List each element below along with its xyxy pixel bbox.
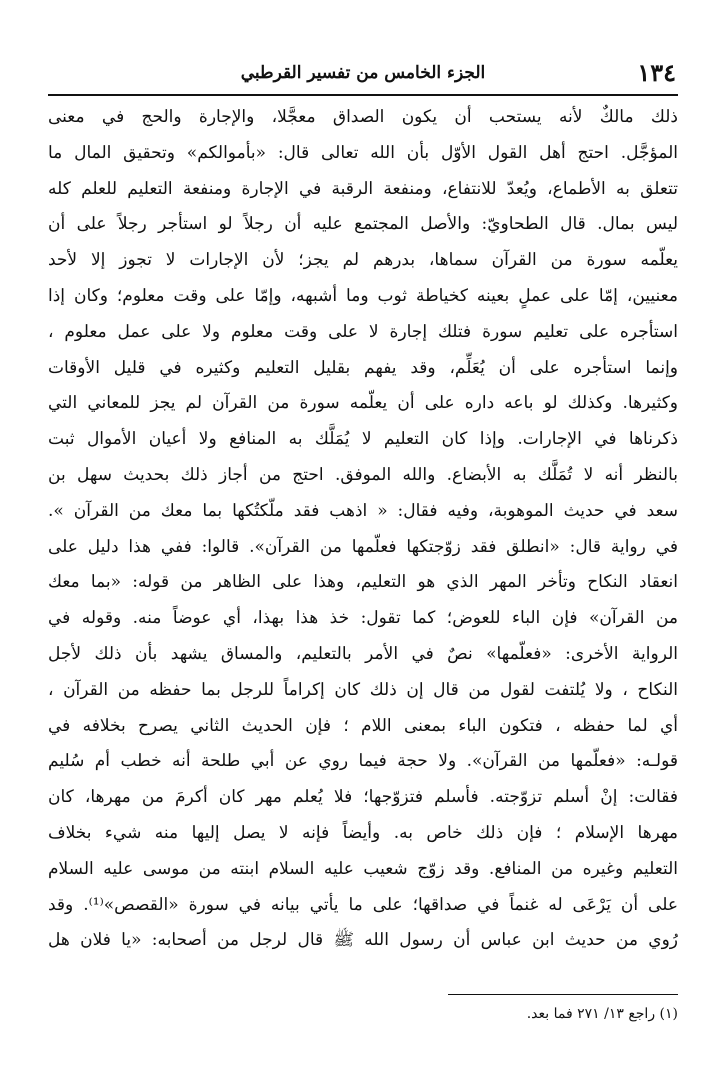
- page-header: [50, 56, 676, 90]
- text-line: في رواية قال: «انطلق فقد زوّجتكها فعلّمها من القرآن». قالوا: ففي هذا دليل على: [48, 536, 678, 557]
- text-line: سعد في حديث الموهوبة، وفيه فقال: « اذهب فقد ملّكتُكها بما معك من القرآن ».: [48, 500, 678, 521]
- text-line: ذكرناها في الإجارات. وإذا كان التعليم لا يُمَلَّك به المنافع ولا أعيان الأموال ثبت: [48, 429, 678, 450]
- text-line: وكثيرها. وكذلك لو باعه داره على أن يعلّمه سورة من القرآن لم يجز للمعاني التي: [48, 393, 678, 414]
- text-line: النكاح ، ولا يُلتفت لقول من قال إن ذلك كان إكراماً للرجل بما حفظه من القرآن ،: [48, 679, 678, 700]
- text-line: تتعلق به الأطماع، ويُعدّ للانتفاع، ومنفعة الرقبة في الإجارة ومنفعة التعليم للعلم كله: [48, 178, 678, 199]
- text-line: التعليم وغيره من المنافع. وقد زوّج شعيب عليه السلام ابنته من موسى عليه السلام: [48, 858, 678, 879]
- text-line: وإنما استأجره على أن يُعَلِّم، وقد يفهم بقليل التعليم وكثيره في قليل الأوقات: [48, 357, 678, 378]
- page-number: ١٣٤: [637, 58, 676, 87]
- text-line: استأجره على تعليم سورة فتلك إجارة لا على وقت معلوم ولا على عمل معلوم ،: [48, 321, 678, 342]
- footnote-rule: [448, 994, 678, 995]
- text-line: أي لما حفظه ، فتكون الباء بمعنى اللام ؛ فإن الحديث الثاني يصرح بخلافه في: [48, 715, 678, 736]
- text-line: فقالت: إنْ أسلم تزوّجته. فأسلم فتزوّجها؛ فلا يُعلم مهر كان أكرمَ من مهرها، كان: [48, 787, 678, 808]
- text-line: انعقاد النكاح وتأخر المهر الذي هو التعليم، وهذا على الظاهر من قوله: «بما معك: [48, 572, 678, 593]
- text-line: على أن يَرْعَى له غنماً في صداقها؛ على ما يأتي بيانه في سورة «القصص»⁽¹⁾. وقد: [48, 894, 678, 915]
- text-line: المؤجَّل. احتج أهل القول الأوّل بأن الله تعالى قال: «بأموالكم» وتحقيق المال ما: [48, 142, 678, 163]
- text-line: ذلك مالكٌ لأنه يستحب أن يكون الصداق معجَّلا، والإجارة والحج في معنى: [48, 107, 678, 127]
- text-line: ليس بمال. قال الطحاويّ: والأصل المجتمع عليه أن رجلاً لو استأجر رجلاً على أن: [48, 214, 678, 235]
- text-line: بالنظر أنه لا تُمَلَّك به الأبضاع. والله الموفق. احتج من أجاز ذلك بحديث سهل بن: [48, 464, 678, 485]
- text-line: رُوي من حديث ابن عباس أن رسول الله ﷺ قال لرجل من أصحابه: «يا فلان هل: [48, 930, 678, 951]
- text-line: الرواية الأخرى: «فعلّمها» نصٌ في الأمر بالتعليم، والمساق يشهد بأن ذلك لأجل: [48, 643, 678, 664]
- text-line: مهرها الإسلام ؛ فإن ذلك خاص به. وأيضاً فإنه لا يصل إليها منه شيء بخلاف: [48, 822, 678, 843]
- text-line: يعلّمه سورة من القرآن سماها، بدرهم لم يجز؛ لأن الإجارات لا تجوز إلا لأحد: [48, 250, 678, 271]
- text-line: قولـه: «فعلّمها من القرآن». ولا حجة فيما روي عن أبي طلحة أنه خطب أم سُليم: [48, 751, 678, 772]
- header-rule: [48, 94, 678, 96]
- body-text: [48, 100, 678, 959]
- running-title: الجزء الخامس من تفسير القرطبي: [240, 63, 486, 83]
- text-line: معنيين، إمّا على عملٍ بعينه كخياطة ثوب وما أشبهه، وإمّا على وقت معلوم؛ وكان إذا: [48, 285, 678, 306]
- text-line: من القرآن» فإن الباء للعوض؛ كما تقول: خذ هذا بهذا، أي عوضاً منه. وقوله في: [48, 608, 678, 629]
- footnote: (١) راجع ١٣/ ٢٧١ فما بعد.: [526, 1006, 678, 1022]
